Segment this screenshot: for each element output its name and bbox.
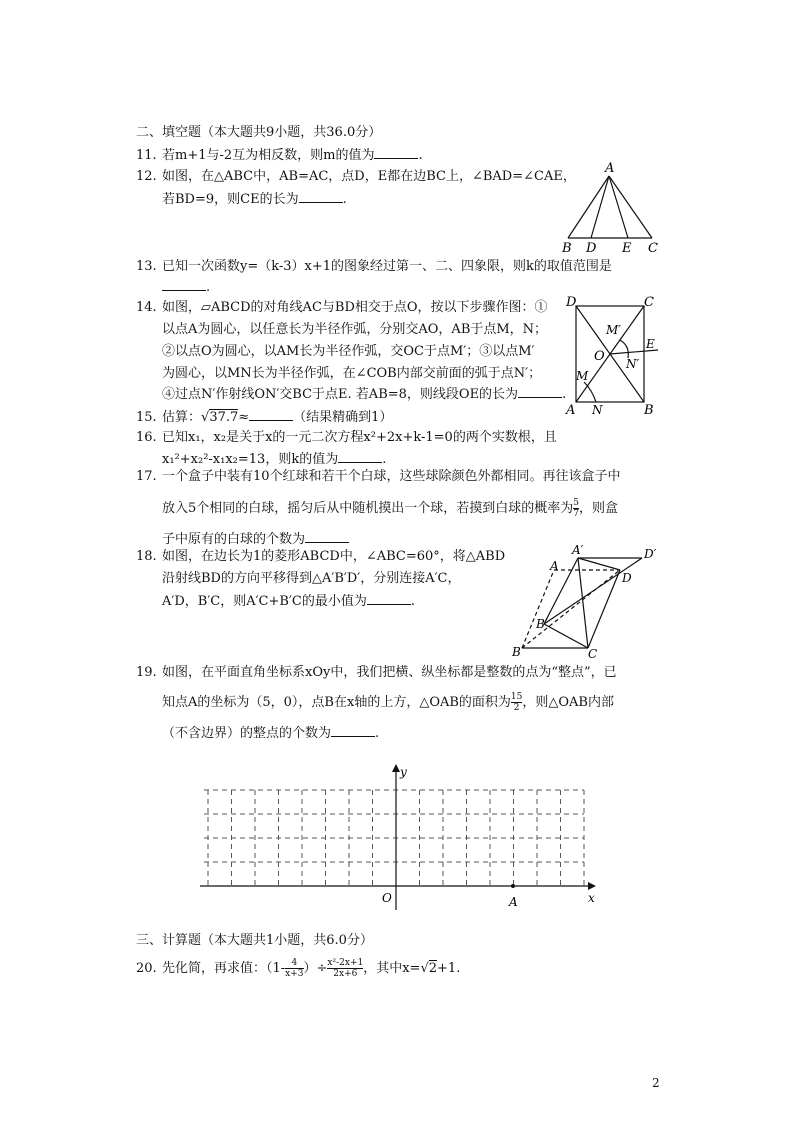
- q18-text1: 如图，在边长为1的菱形ABCD中，∠ABC=60°，将△ABD: [162, 549, 506, 564]
- q12-text1: 如图，在△ABC中，AB=AC，点D，E都在边BC上，∠BAD=∠CAE，: [162, 169, 576, 184]
- q11-blank: [374, 146, 418, 159]
- question-17-line2: [162, 498, 618, 519]
- q13-end: .: [206, 280, 211, 295]
- q12-end: .: [342, 192, 347, 207]
- q19-frac-num: 15: [510, 692, 523, 702]
- q12-blank: [299, 190, 343, 203]
- q17-text3: 子中原有的白球的个数为: [162, 532, 306, 547]
- question-18-line3: [162, 592, 415, 611]
- q17-text1: 一个盒子中装有10个红球和若干个白球，这些球除颜色外都相同。再往该盒子中: [162, 469, 621, 484]
- point-A-dot: [511, 884, 515, 888]
- q14-number: 14.: [136, 300, 157, 315]
- sqrt-icon: √: [201, 410, 210, 425]
- question-16-line1: [136, 429, 557, 447]
- q13-text1: 已知一次函数y=（k-3）x+1的图象经过第一、二、四象限，则k的取值范围是: [162, 259, 612, 274]
- q15-approx: ≈: [238, 410, 250, 425]
- q15-number: 15.: [136, 410, 157, 425]
- q15-post: （结果精确到1）: [293, 410, 393, 425]
- q12-label-E: E: [622, 241, 632, 256]
- q16-number: 16.: [136, 430, 157, 445]
- question-19-line1: [136, 664, 617, 682]
- question-14-line1: [136, 299, 548, 317]
- q19-text2b: ，则△OAB内部: [522, 695, 614, 710]
- q17-number: 17.: [136, 469, 157, 484]
- q14-end: .: [562, 387, 567, 402]
- question-12-line2: [162, 190, 347, 209]
- q12-label-B: B: [562, 241, 572, 256]
- q18-text3: A′D，B′C，则A′C+B′C的最小值为: [162, 594, 367, 609]
- q11-text: 若m+1与-2互为相反数，则m的值为: [162, 148, 375, 163]
- q12-triangle-figure: [556, 160, 666, 256]
- q17-frac-den: 7: [573, 509, 580, 519]
- q12-label-D: D: [586, 241, 597, 256]
- question-12-line1: [136, 168, 576, 186]
- q16-blank: [338, 450, 382, 463]
- q14-label-O: O: [594, 349, 605, 364]
- q14-label-N: N: [592, 403, 603, 417]
- q16-text1: 已知x₁，x₂是关于x的一元二次方程x²+2x+k-1=0的两个实数根，且: [162, 430, 557, 445]
- q20-pre: 先化简，再求值：（1-: [162, 961, 286, 976]
- q18-label-B: B: [512, 645, 521, 659]
- q18-blank: [367, 592, 411, 605]
- q13-blank: [162, 278, 206, 291]
- q12-text2: 若BD=9，则CE的长为: [162, 192, 299, 207]
- q12-label-C: C: [648, 241, 658, 256]
- q14-label-A: A: [566, 403, 576, 418]
- q18-label-D: D: [622, 571, 632, 585]
- question-14-line2: 以点A为圆心，以任意长为半径作弧，分别交AO，AB于点M，N；: [162, 322, 548, 337]
- q20-post2: +1.: [437, 961, 461, 976]
- question-18-line2: 沿射线BD的方向平移得到△A′B′D′，分别连接A′C，: [162, 571, 461, 586]
- sqrt-icon: √: [420, 961, 429, 976]
- q12-label-A: A: [605, 161, 615, 176]
- q11-number: 11.: [136, 148, 157, 163]
- q19-number: 19.: [136, 665, 157, 680]
- q20-radicand: 2: [428, 961, 438, 976]
- q15-radicand: 37.7: [209, 410, 239, 425]
- q19-text1: 如图，在平面直角坐标系xOy中，我们把横、纵坐标都是整数的点为“整点”，已: [162, 665, 617, 680]
- q14-label-Mprime: M′: [606, 323, 622, 337]
- q20-post1: ，其中x=: [363, 961, 421, 976]
- q19-label-O: O: [382, 891, 392, 905]
- q16-text2: x₁²+x₂²-x₁x₂=13，则k的值为: [162, 452, 339, 467]
- q17-blank: [305, 530, 349, 543]
- question-15: [136, 408, 392, 427]
- q18-label-Dprime: D′: [644, 547, 657, 561]
- question-17-line3: [162, 530, 349, 549]
- q14-text5: ④过点N′作射线ON′交BC于点E. 若AB=8，则线段OE的长为: [162, 387, 519, 402]
- q14-label-Nprime: N′: [626, 357, 640, 371]
- q14-parallelogram-figure: [562, 292, 662, 420]
- q20-f2-den: 2x+6: [327, 968, 363, 979]
- q19-blank: [331, 724, 375, 737]
- q18-end: .: [410, 594, 415, 609]
- q20-number: 20.: [136, 961, 157, 976]
- q19-frac-den: 2: [511, 702, 522, 713]
- q18-label-Bprime: B′: [536, 617, 548, 631]
- question-13-line2: [162, 278, 210, 297]
- q14-label-C: C: [644, 295, 654, 310]
- section2-title: 二、填空题（本大题共9小题，共36.0分）: [136, 125, 382, 140]
- q19-label-y: y: [400, 765, 407, 779]
- q18-label-Aprime: A′: [572, 543, 584, 557]
- q15-pre: 估算：: [162, 410, 202, 425]
- q20-mid: ）÷: [303, 961, 328, 976]
- question-14-line5: [162, 385, 566, 404]
- q20-f1-den: x+3: [285, 969, 304, 979]
- question-18-line1: [136, 548, 505, 566]
- q18-rhombus-figure: [508, 540, 668, 660]
- question-11: [136, 146, 423, 165]
- q20-f2-num: x²-2x+1: [327, 958, 364, 968]
- q19-coordinate-grid: [196, 762, 606, 914]
- question-20: [136, 958, 460, 979]
- q19-text2a: 知点A的坐标为（5，0），点B在x轴的上方，△OAB的面积为: [162, 695, 511, 710]
- q18-number: 18.: [136, 549, 157, 564]
- q20-fraction-2: [327, 958, 363, 979]
- q17-text2b: ，则盒: [579, 501, 619, 516]
- q14-label-B: B: [644, 403, 654, 418]
- q20-f1-num: 4: [291, 958, 298, 968]
- question-14-line4: 为圆心，以MN长为半径作弧，在∠COB内部交前面的弧于点N′；: [162, 366, 542, 381]
- q19-fraction: [511, 692, 522, 713]
- section3-title: 三、计算题（本大题共1小题，共6.0分）: [136, 933, 373, 948]
- q17-frac-num: 5: [573, 498, 580, 508]
- q16-end: .: [382, 452, 387, 467]
- q19-label-x: x: [588, 891, 595, 905]
- q19-label-A: A: [509, 895, 518, 909]
- q18-label-A: A: [550, 559, 559, 573]
- question-19-line3: [162, 724, 379, 743]
- q14-label-M: M: [576, 369, 589, 383]
- q18-label-C: C: [588, 647, 598, 660]
- q14-text1: 如图，▱ABCD的对角线AC与BD相交于点O，按以下步骤作图：①: [162, 300, 548, 315]
- q19-end: .: [375, 726, 380, 741]
- question-13-line1: [136, 258, 612, 276]
- q15-blank: [249, 408, 293, 421]
- y-axis-arrow-icon: [392, 764, 400, 772]
- question-16-line2: [162, 450, 386, 469]
- question-14-line3: ②以点O为圆心，以AM长为半径作弧，交OC于点M′；③以点M′: [162, 344, 535, 359]
- q13-number: 13.: [136, 259, 157, 274]
- question-17-line1: [136, 468, 621, 486]
- q14-blank: [518, 385, 562, 398]
- question-19-line2: [162, 692, 614, 713]
- q17-text2a: 放入5个相同的白球，摇匀后从中随机摸出一个球，若摸到白球的概率为: [162, 501, 574, 516]
- page-number: 2: [652, 1076, 660, 1090]
- q19-text3: （不含边界）的整点的个数为: [162, 726, 332, 741]
- q20-fraction-1: [285, 958, 303, 979]
- x-axis-arrow-icon: [588, 882, 596, 890]
- q14-label-D: D: [566, 295, 577, 310]
- q12-number: 12.: [136, 169, 157, 184]
- q14-label-E: E: [646, 337, 655, 351]
- q11-end: .: [418, 148, 423, 163]
- grid-lines: [204, 790, 584, 886]
